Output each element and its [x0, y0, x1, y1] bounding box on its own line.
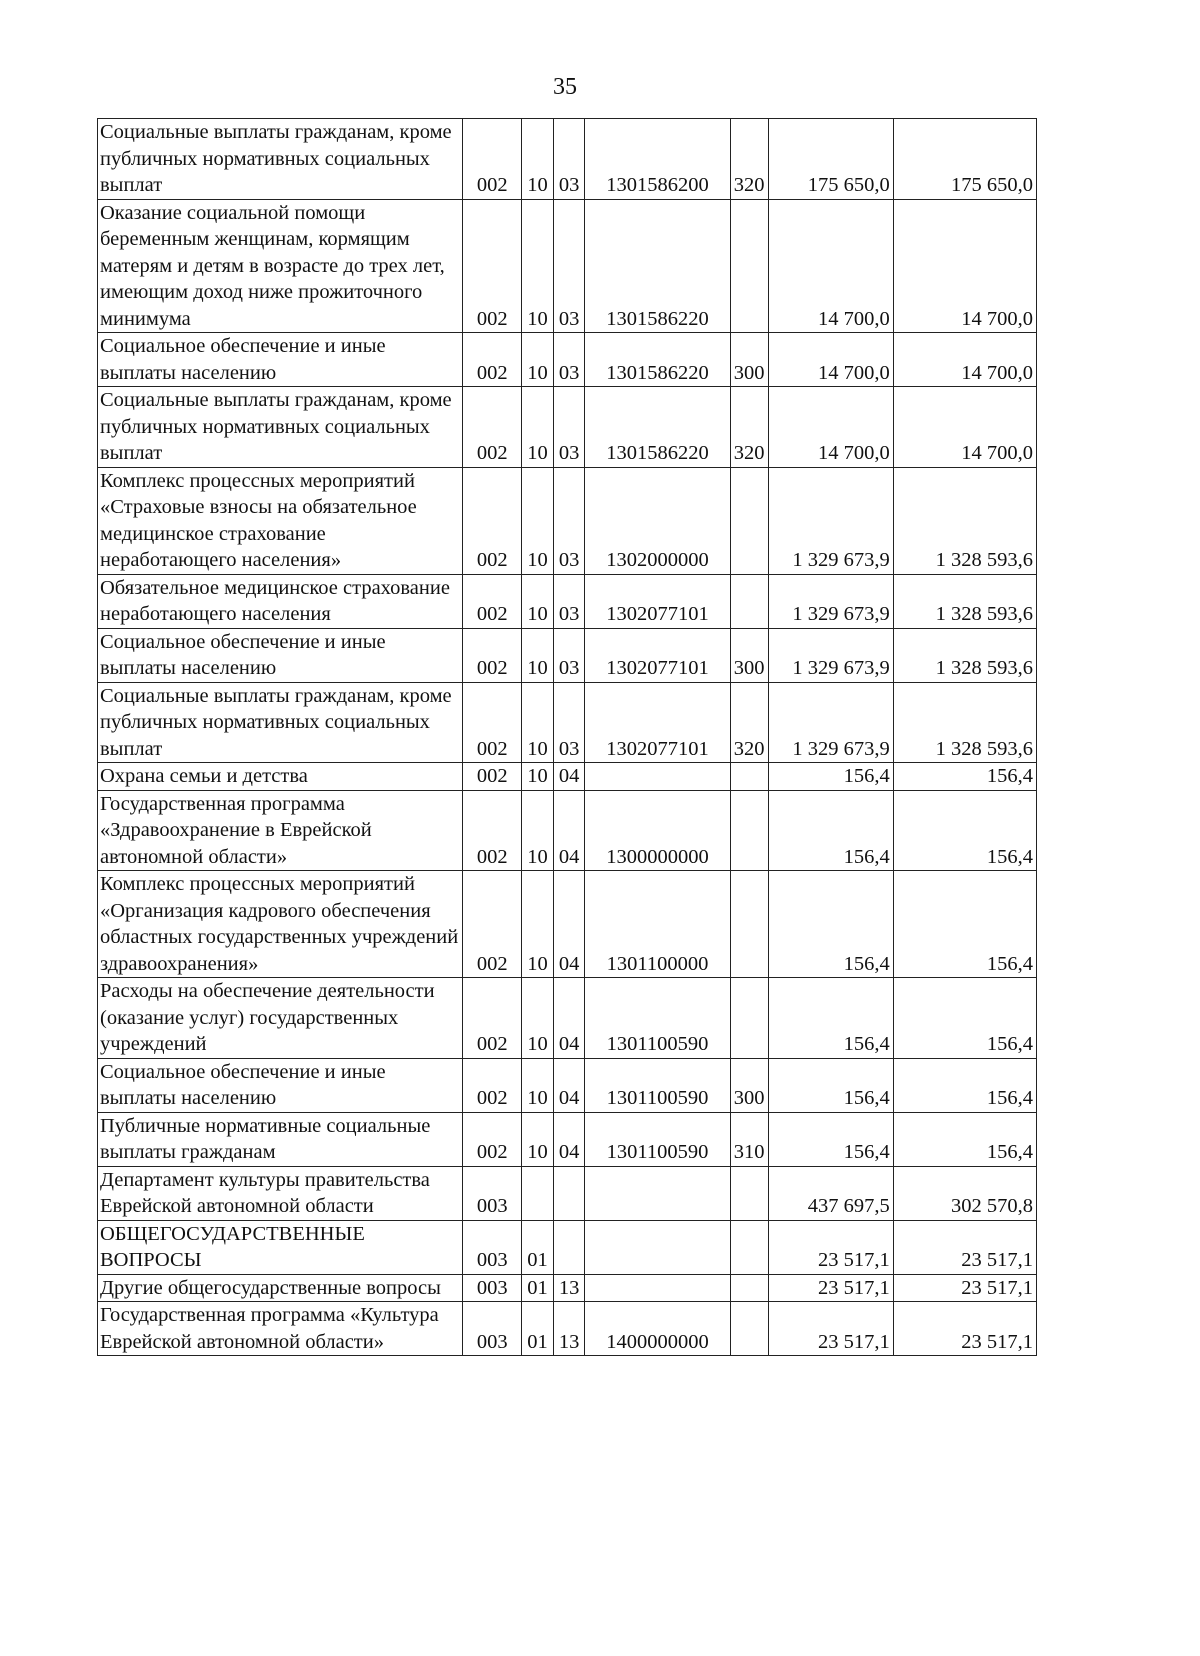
- subsection-code-cell: 03: [553, 628, 585, 682]
- amount-year1-cell: 14 700,0: [768, 387, 893, 468]
- target-article-cell: 1301100000: [585, 871, 730, 978]
- table-row: [98, 1166, 1037, 1220]
- subsection-code-cell: 13: [553, 1274, 585, 1302]
- expense-type-cell: [730, 1166, 768, 1220]
- expense-name-cell: Расходы на обеспечение деятельности (оказание услуг) государственных учреждений: [98, 978, 463, 1059]
- amount-year1-cell: 156,4: [768, 1058, 893, 1112]
- ministry-code-cell: 003: [463, 1274, 522, 1302]
- subsection-code-cell: 03: [553, 333, 585, 387]
- amount-year1-cell: 23 517,1: [768, 1302, 893, 1356]
- expense-name-cell: Социальные выплаты гражданам, кроме публичных нормативных социальных выплат: [98, 682, 463, 763]
- table-row: [98, 333, 1037, 387]
- expense-name-cell: Обязательное медицинское страхование неработающего населения: [98, 574, 463, 628]
- expense-type-cell: 300: [730, 333, 768, 387]
- amount-year2-cell: 302 570,8: [893, 1166, 1036, 1220]
- expense-type-cell: [730, 978, 768, 1059]
- section-code-cell: [522, 1166, 554, 1220]
- amount-year1-cell: 175 650,0: [768, 119, 893, 200]
- amount-year1-cell: 23 517,1: [768, 1220, 893, 1274]
- amount-year2-cell: 23 517,1: [893, 1220, 1036, 1274]
- amount-year1-cell: 156,4: [768, 763, 893, 791]
- page-number: 35: [553, 74, 577, 100]
- subsection-code-cell: 04: [553, 1058, 585, 1112]
- expense-type-cell: 320: [730, 119, 768, 200]
- table-row: [98, 1058, 1037, 1112]
- expense-type-cell: [730, 1302, 768, 1356]
- expense-name-cell: Государственная программа «Здравоохранение в Еврейской автономной области»: [98, 790, 463, 871]
- expense-name-cell: Государственная программа «Культура Еврейской автономной области»: [98, 1302, 463, 1356]
- budget-table: [97, 118, 1037, 1356]
- target-article-cell: [585, 1274, 730, 1302]
- section-code-cell: 10: [522, 978, 554, 1059]
- section-code-cell: 10: [522, 574, 554, 628]
- target-article-cell: 1302077101: [585, 682, 730, 763]
- section-code-cell: 10: [522, 199, 554, 333]
- subsection-code-cell: 04: [553, 978, 585, 1059]
- table-row: [98, 467, 1037, 574]
- section-code-cell: 10: [522, 628, 554, 682]
- target-article-cell: 1301100590: [585, 1112, 730, 1166]
- expense-name-cell: ОБЩЕГОСУДАРСТВЕННЫЕ ВОПРОСЫ: [98, 1220, 463, 1274]
- expense-name-cell: Социальные выплаты гражданам, кроме публичных нормативных социальных выплат: [98, 387, 463, 468]
- amount-year2-cell: 1 328 593,6: [893, 574, 1036, 628]
- amount-year1-cell: 14 700,0: [768, 199, 893, 333]
- section-code-cell: 10: [522, 790, 554, 871]
- ministry-code-cell: 002: [463, 467, 522, 574]
- ministry-code-cell: 002: [463, 790, 522, 871]
- amount-year2-cell: 14 700,0: [893, 387, 1036, 468]
- amount-year1-cell: 156,4: [768, 871, 893, 978]
- table-row: [98, 119, 1037, 200]
- section-code-cell: 10: [522, 682, 554, 763]
- table-row: [98, 682, 1037, 763]
- ministry-code-cell: 002: [463, 1112, 522, 1166]
- expense-type-cell: [730, 574, 768, 628]
- subsection-code-cell: 03: [553, 387, 585, 468]
- target-article-cell: [585, 1220, 730, 1274]
- table-row: [98, 574, 1037, 628]
- subsection-code-cell: 04: [553, 1112, 585, 1166]
- section-code-cell: 01: [522, 1302, 554, 1356]
- table-row: [98, 1220, 1037, 1274]
- table-body: [98, 119, 1037, 1356]
- target-article-cell: 1300000000: [585, 790, 730, 871]
- amount-year1-cell: 23 517,1: [768, 1274, 893, 1302]
- expense-type-cell: [730, 1274, 768, 1302]
- subsection-code-cell: 04: [553, 790, 585, 871]
- table-row: [98, 871, 1037, 978]
- amount-year2-cell: 156,4: [893, 1112, 1036, 1166]
- amount-year1-cell: 156,4: [768, 1112, 893, 1166]
- subsection-code-cell: 03: [553, 682, 585, 763]
- amount-year1-cell: 1 329 673,9: [768, 574, 893, 628]
- amount-year2-cell: 14 700,0: [893, 199, 1036, 333]
- table-row: [98, 1302, 1037, 1356]
- expense-type-cell: 300: [730, 628, 768, 682]
- expense-type-cell: 300: [730, 1058, 768, 1112]
- target-article-cell: 1301586200: [585, 119, 730, 200]
- amount-year1-cell: 156,4: [768, 790, 893, 871]
- amount-year2-cell: 1 328 593,6: [893, 682, 1036, 763]
- subsection-code-cell: 03: [553, 467, 585, 574]
- target-article-cell: 1301586220: [585, 387, 730, 468]
- amount-year2-cell: 14 700,0: [893, 333, 1036, 387]
- expense-type-cell: [730, 790, 768, 871]
- expense-name-cell: Публичные нормативные социальные выплаты гражданам: [98, 1112, 463, 1166]
- ministry-code-cell: 003: [463, 1220, 522, 1274]
- target-article-cell: 1301586220: [585, 333, 730, 387]
- expense-name-cell: Комплекс процессных мероприятий «Страховые взносы на обязательное медицинское страхование неработающего населения»: [98, 467, 463, 574]
- amount-year2-cell: 23 517,1: [893, 1302, 1036, 1356]
- subsection-code-cell: 04: [553, 871, 585, 978]
- amount-year2-cell: 23 517,1: [893, 1274, 1036, 1302]
- ministry-code-cell: 003: [463, 1302, 522, 1356]
- section-code-cell: 10: [522, 387, 554, 468]
- section-code-cell: 10: [522, 763, 554, 791]
- ministry-code-cell: 002: [463, 574, 522, 628]
- expense-type-cell: [730, 763, 768, 791]
- table-row: [98, 1112, 1037, 1166]
- ministry-code-cell: 002: [463, 628, 522, 682]
- expense-type-cell: 310: [730, 1112, 768, 1166]
- section-code-cell: 10: [522, 1058, 554, 1112]
- target-article-cell: 1301100590: [585, 1058, 730, 1112]
- expense-name-cell: Охрана семьи и детства: [98, 763, 463, 791]
- amount-year2-cell: 156,4: [893, 763, 1036, 791]
- expense-type-cell: [730, 199, 768, 333]
- expense-name-cell: Департамент культуры правительства Еврейской автономной области: [98, 1166, 463, 1220]
- ministry-code-cell: 002: [463, 1058, 522, 1112]
- expense-name-cell: Социальное обеспечение и иные выплаты населению: [98, 628, 463, 682]
- amount-year2-cell: 1 328 593,6: [893, 628, 1036, 682]
- amount-year1-cell: 1 329 673,9: [768, 628, 893, 682]
- amount-year2-cell: 175 650,0: [893, 119, 1036, 200]
- table-row: [98, 763, 1037, 791]
- expense-name-cell: Социальные выплаты гражданам, кроме публичных нормативных социальных выплат: [98, 119, 463, 200]
- amount-year2-cell: 156,4: [893, 978, 1036, 1059]
- subsection-code-cell: 04: [553, 763, 585, 791]
- target-article-cell: 1302000000: [585, 467, 730, 574]
- section-code-cell: 10: [522, 333, 554, 387]
- section-code-cell: 10: [522, 1112, 554, 1166]
- subsection-code-cell: 03: [553, 199, 585, 333]
- amount-year2-cell: 156,4: [893, 1058, 1036, 1112]
- table-row: [98, 628, 1037, 682]
- ministry-code-cell: 003: [463, 1166, 522, 1220]
- amount-year2-cell: 156,4: [893, 790, 1036, 871]
- amount-year1-cell: 14 700,0: [768, 333, 893, 387]
- expense-type-cell: 320: [730, 387, 768, 468]
- ministry-code-cell: 002: [463, 682, 522, 763]
- target-article-cell: 1302077101: [585, 628, 730, 682]
- expense-name-cell: Оказание социальной помощи беременным женщинам, кормящим матерям и детям в возрасте до трех лет, имеющим доход ниже прожиточного минимума: [98, 199, 463, 333]
- amount-year1-cell: 1 329 673,9: [768, 467, 893, 574]
- amount-year1-cell: 1 329 673,9: [768, 682, 893, 763]
- subsection-code-cell: 13: [553, 1302, 585, 1356]
- ministry-code-cell: 002: [463, 333, 522, 387]
- table-row: [98, 790, 1037, 871]
- amount-year2-cell: 1 328 593,6: [893, 467, 1036, 574]
- expense-type-cell: [730, 467, 768, 574]
- table-row: [98, 978, 1037, 1059]
- table-row: [98, 387, 1037, 468]
- ministry-code-cell: 002: [463, 763, 522, 791]
- expense-type-cell: [730, 871, 768, 978]
- table-row: [98, 199, 1037, 333]
- section-code-cell: 10: [522, 119, 554, 200]
- subsection-code-cell: [553, 1166, 585, 1220]
- ministry-code-cell: 002: [463, 978, 522, 1059]
- expense-name-cell: Социальное обеспечение и иные выплаты населению: [98, 1058, 463, 1112]
- amount-year2-cell: 156,4: [893, 871, 1036, 978]
- ministry-code-cell: 002: [463, 387, 522, 468]
- target-article-cell: [585, 763, 730, 791]
- expense-name-cell: Комплекс процессных мероприятий «Организация кадрового обеспечения областных государственных учреждений здравоохранения»: [98, 871, 463, 978]
- ministry-code-cell: 002: [463, 119, 522, 200]
- subsection-code-cell: 03: [553, 574, 585, 628]
- section-code-cell: 01: [522, 1274, 554, 1302]
- target-article-cell: 1301586220: [585, 199, 730, 333]
- expense-type-cell: [730, 1220, 768, 1274]
- amount-year1-cell: 156,4: [768, 978, 893, 1059]
- ministry-code-cell: 002: [463, 199, 522, 333]
- target-article-cell: 1400000000: [585, 1302, 730, 1356]
- expense-name-cell: Социальное обеспечение и иные выплаты населению: [98, 333, 463, 387]
- target-article-cell: 1302077101: [585, 574, 730, 628]
- target-article-cell: 1301100590: [585, 978, 730, 1059]
- expense-name-cell: Другие общегосударственные вопросы: [98, 1274, 463, 1302]
- section-code-cell: 10: [522, 871, 554, 978]
- amount-year1-cell: 437 697,5: [768, 1166, 893, 1220]
- subsection-code-cell: 03: [553, 119, 585, 200]
- target-article-cell: [585, 1166, 730, 1220]
- expense-type-cell: 320: [730, 682, 768, 763]
- section-code-cell: 01: [522, 1220, 554, 1274]
- section-code-cell: 10: [522, 467, 554, 574]
- table-row: [98, 1274, 1037, 1302]
- ministry-code-cell: 002: [463, 871, 522, 978]
- subsection-code-cell: [553, 1220, 585, 1274]
